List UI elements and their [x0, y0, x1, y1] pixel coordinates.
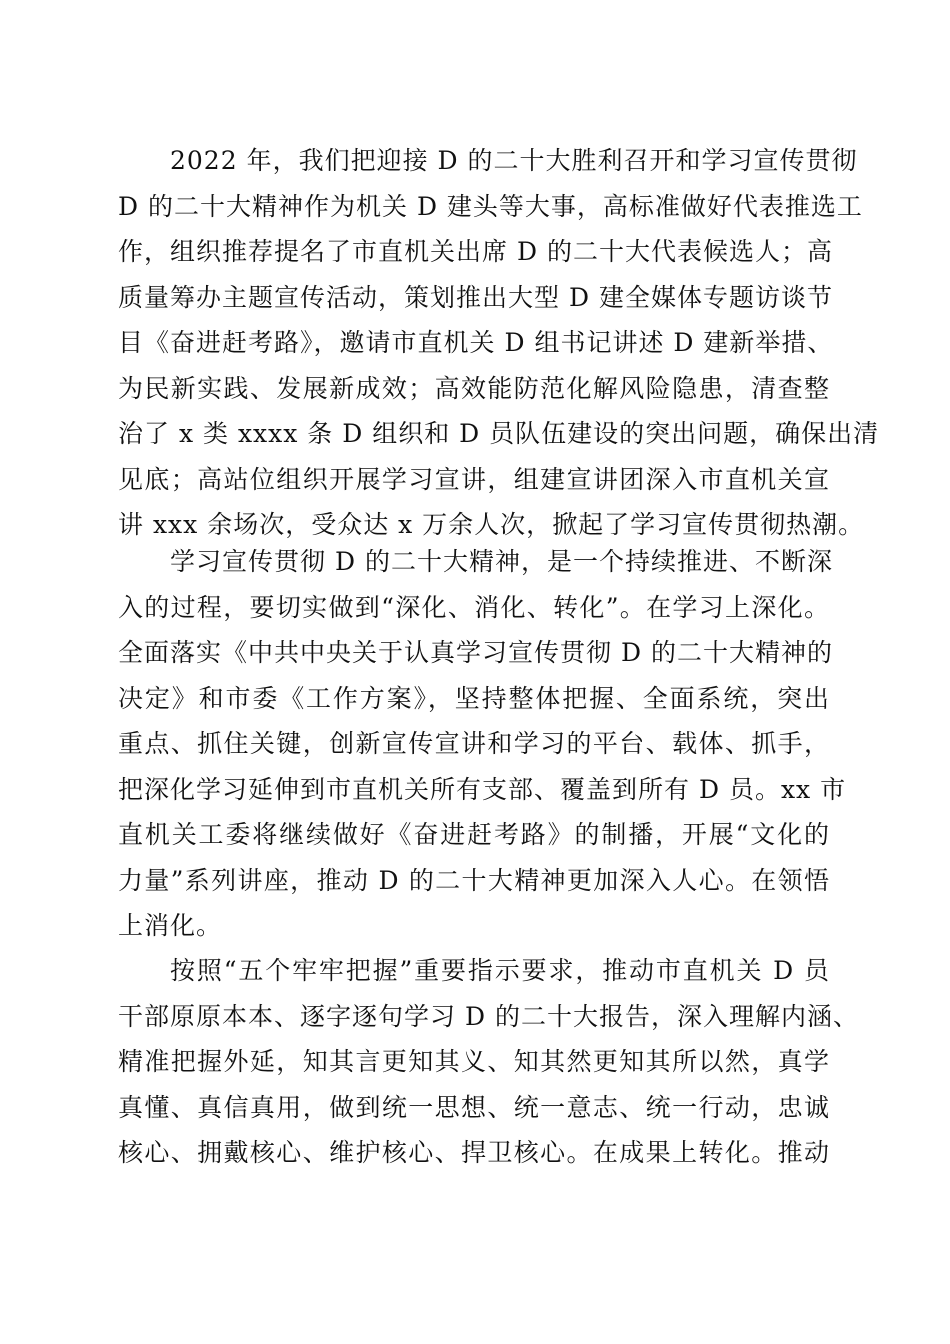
text-line: 全面落实《中共中央关于认真学习宣传贯彻 D 的二十大精神的: [118, 638, 833, 667]
paragraph-1: [118, 138, 880, 548]
text-line: 2022 年，我们把迎接 D 的二十大胜利召开和学习宣传贯彻: [170, 146, 858, 175]
text-line: 按照“五个牢牢把握”重要指示要求，推动市直机关 D 员: [170, 956, 830, 985]
text-line: 真懂、真信真用，做到统一思想、统一意志、统一行动，忠诚: [118, 1092, 830, 1122]
text-line: 核心、拥戴核心、维护核心、捍卫核心。在成果上转化。推动: [118, 1138, 830, 1167]
text-line: 为民新实践、发展新成效；高效能防范化解风险隐患，清查整: [118, 373, 830, 403]
text-line: 上消化。: [118, 911, 223, 940]
text-line: 质量筹办主题宣传活动，策划推出大型 D 建全媒体专题访谈节: [118, 282, 833, 312]
paragraph-3: [118, 948, 859, 1176]
text-line: 力量”系列讲座，推动 D 的二十大精神更加深入人心。在领悟: [118, 865, 830, 895]
text-line: 讲 xxx 余场次，受众达 x 万余人次，掀起了学习宣传贯彻热潮。: [118, 510, 865, 539]
text-line: 把深化学习延伸到市直机关所有支部、覆盖到所有 D 员。xx 市: [118, 774, 847, 804]
text-line: 学习宣传贯彻 D 的二十大精神，是一个持续推进、不断深: [170, 547, 833, 576]
text-line: 见底；高站位组织开展学习宣讲，组建宣讲团深入市直机关宣: [118, 464, 830, 494]
text-line: 直机关工委将继续做好《奋进赶考路》的制播，开展“文化的: [118, 820, 830, 849]
text-line: 作，组织推荐提名了市直机关出席 D 的二十大代表候选人；高: [118, 237, 833, 266]
text-line: 治了 x 类 xxxx 条 D 组织和 D 员队伍建设的突出问题，确保出清: [118, 419, 880, 448]
text-line: 目《奋进赶考路》，邀请市直机关 D 组书记讲述 D 建新举措、: [118, 328, 834, 357]
text-line: D 的二十大精神作为机关 D 建头等大事，高标准做好代表推选工: [118, 191, 863, 221]
text-line: 重点、抓住关键，创新宣传宣讲和学习的平台、载体、抓手，: [118, 729, 830, 758]
text-line: 入的过程，要切实做到“深化、消化、转化”。在学习上深化。: [118, 592, 830, 622]
text-line: 干部原原本本、逐字逐句学习 D 的二十大报告，深入理解内涵、: [118, 1001, 859, 1031]
text-line: 精准把握外延，知其言更知其义、知其然更知其所以然，真学: [118, 1047, 830, 1076]
paragraph-2: [118, 539, 847, 949]
text-line: 决定》和市委《工作方案》，坚持整体把握、全面系统，突出: [118, 683, 830, 713]
